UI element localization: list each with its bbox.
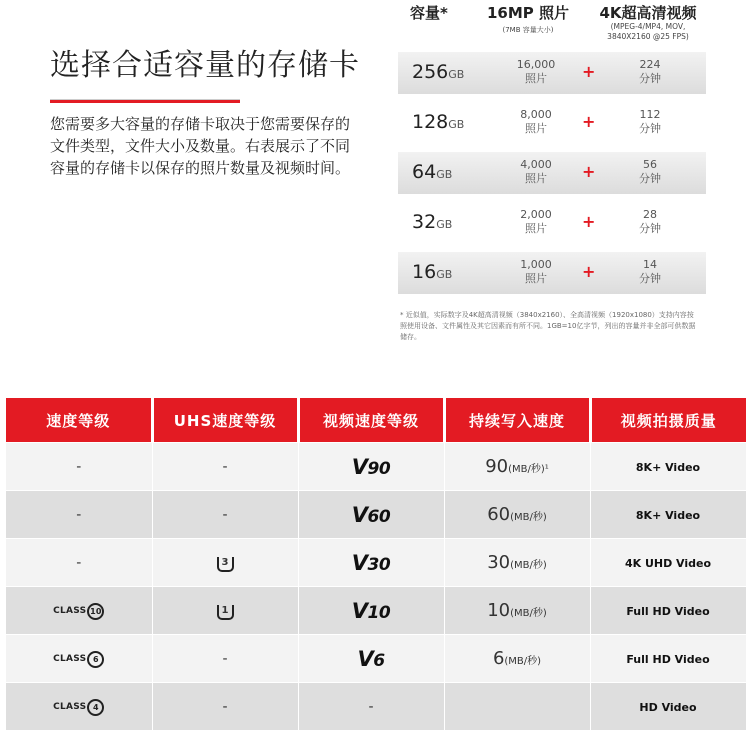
video-class-number: 10 — [368, 603, 391, 623]
photo-count-value: 4,000 — [498, 158, 574, 172]
speed-class-cell — [6, 587, 152, 635]
video-minutes-value: 14 — [622, 258, 678, 272]
video-quality-value: HD Video — [639, 701, 696, 714]
class-label: CLASS — [53, 606, 86, 616]
photo-count-value: 1,000 — [498, 258, 574, 272]
video-class-cell — [298, 491, 444, 539]
video-class-number: 6 — [373, 651, 384, 671]
header-video-class: 视频速度等级 — [298, 398, 444, 443]
write-speed-cell — [444, 539, 590, 587]
capacity-table-header — [398, 0, 706, 52]
write-speed-unit: (MB/秒) — [510, 608, 547, 619]
video-class-icon — [352, 555, 390, 575]
uhs-class-cell — [152, 587, 298, 635]
video-class-prefix: V — [352, 503, 368, 527]
video-quality-value: 8K+ Video — [636, 461, 700, 474]
speed-class-cell — [6, 635, 152, 683]
video-quality-cell — [590, 491, 746, 539]
capacity-header: 容量* — [410, 2, 448, 23]
video-class-icon — [352, 603, 390, 623]
capacity-value: 256GB — [412, 61, 464, 83]
video-class-icon — [357, 651, 384, 671]
video-minutes — [622, 58, 678, 86]
photo-count-unit: 照片 — [498, 222, 574, 236]
write-speed-value: 60 — [487, 504, 510, 525]
capacity-row — [398, 252, 706, 294]
photo-count-value: 2,000 — [498, 208, 574, 222]
write-speed-cell — [444, 635, 590, 683]
page-title: 选择合适容量的存储卡 — [50, 40, 360, 84]
video-quality-value: 4K UHD Video — [625, 557, 711, 570]
uhs-class-cell — [152, 539, 298, 587]
photo-count — [498, 208, 574, 236]
plus-icon: + — [582, 212, 595, 231]
header-uhs-class: UHS速度等级 — [152, 398, 298, 443]
uhs-class-cell: - — [152, 443, 298, 491]
uhs-class-cell: - — [152, 491, 298, 539]
video-minutes-value: 56 — [622, 158, 678, 172]
video-minutes-unit: 分钟 — [622, 272, 678, 286]
capacity-value: 128GB — [412, 111, 464, 133]
description: 您需要多大容量的存储卡取决于您需要保存的文件类型，文件大小及数量。右表展示了不同容量的存储卡以保存的照片数量及视频时间。 — [50, 113, 360, 179]
photo-count-value: 8,000 — [498, 108, 574, 122]
write-speed-unit: (MB/秒) — [510, 512, 547, 523]
class-number: 4 — [87, 699, 104, 716]
plus-icon: + — [582, 162, 595, 181]
video-minutes-unit: 分钟 — [622, 222, 678, 236]
video-class-number: 60 — [368, 507, 391, 527]
photo-count-unit: 照片 — [498, 272, 574, 286]
video-quality-value: Full HD Video — [626, 605, 709, 618]
speed-table-header — [6, 398, 746, 443]
capacity-rows — [398, 52, 706, 294]
photo-count-value: 16,000 — [498, 58, 574, 72]
video-minutes — [622, 258, 678, 286]
class-label: CLASS — [53, 702, 86, 712]
write-speed-value: 10 — [487, 600, 510, 621]
uhs-class-icon: 3 — [217, 557, 234, 572]
title-underline-accent — [50, 100, 240, 103]
speed-class-icon — [53, 651, 104, 668]
table-row — [6, 683, 746, 730]
video-class-prefix: V — [352, 551, 368, 575]
video-class-cell — [298, 539, 444, 587]
video-quality-cell — [590, 539, 746, 587]
table-row — [6, 587, 746, 635]
video-minutes — [622, 158, 678, 186]
capacity-unit: GB — [448, 118, 464, 131]
video-class-prefix: V — [357, 647, 373, 671]
header-video-quality: 视频拍摄质量 — [590, 398, 746, 443]
capacity-unit: GB — [436, 268, 452, 281]
capacity-footnote: * 近似值，实际数字及4K超高清视频（3840x2160）、全高清视频（1920x1080）支持内容按照使用设备、文件属性及其它因素而有所不同。1GB=10亿字节，列出的容量并非全部可供数据储存。 — [400, 310, 700, 343]
table-row — [6, 491, 746, 539]
capacity-unit: GB — [436, 168, 452, 181]
video-minutes-value: 224 — [622, 58, 678, 72]
speed-class-icon — [53, 699, 104, 716]
video-class-cell — [298, 587, 444, 635]
write-speed-cell — [444, 587, 590, 635]
speed-class-icon — [53, 603, 104, 620]
video-minutes — [622, 108, 678, 136]
video-class-cell — [298, 635, 444, 683]
class-label: CLASS — [53, 654, 86, 664]
class-number: 6 — [87, 651, 104, 668]
write-speed-value: 90 — [485, 456, 508, 477]
photo-count — [498, 108, 574, 136]
capacity-row — [398, 102, 706, 144]
write-speed-cell — [444, 491, 590, 539]
plus-icon: + — [582, 62, 595, 81]
capacity-value: 32GB — [412, 211, 452, 233]
speed-class-cell: - — [6, 539, 152, 587]
photo-count — [498, 258, 574, 286]
video-class-number: 30 — [368, 555, 391, 575]
video-subheader: (MPEG-4/MP4, MOV, 3840X2160 @25 FPS) — [588, 22, 708, 42]
video-class-cell: - — [298, 683, 444, 730]
table-row — [6, 635, 746, 683]
table-row — [6, 443, 746, 491]
video-quality-value: 8K+ Video — [636, 509, 700, 522]
uhs-class-cell: - — [152, 683, 298, 730]
write-speed-value: 30 — [487, 552, 510, 573]
video-minutes-value: 112 — [622, 108, 678, 122]
video-quality-cell — [590, 683, 746, 730]
write-speed-cell — [444, 683, 590, 730]
video-quality-cell — [590, 443, 746, 491]
video-quality-cell — [590, 587, 746, 635]
write-speed-cell — [444, 443, 590, 491]
capacity-row — [398, 202, 706, 244]
class-number: 10 — [87, 603, 104, 620]
capacity-table — [398, 0, 706, 302]
plus-icon: + — [582, 112, 595, 131]
photos-subheader: (7MB 容量大小) — [478, 25, 578, 35]
video-class-number: 90 — [368, 459, 391, 479]
video-class-prefix: V — [352, 599, 368, 623]
video-quality-cell — [590, 635, 746, 683]
capacity-unit: GB — [448, 68, 464, 81]
capacity-row — [398, 152, 706, 194]
video-minutes-unit: 分钟 — [622, 122, 678, 136]
plus-icon: + — [582, 262, 595, 281]
photo-count — [498, 58, 574, 86]
photo-count-unit: 照片 — [498, 122, 574, 136]
video-class-icon — [352, 459, 390, 479]
video-class-icon — [352, 507, 390, 527]
video-minutes-unit: 分钟 — [622, 172, 678, 186]
capacity-unit: GB — [436, 218, 452, 231]
speed-class-cell: - — [6, 443, 152, 491]
video-minutes-unit: 分钟 — [622, 72, 678, 86]
video-minutes-value: 28 — [622, 208, 678, 222]
speed-class-table — [6, 398, 747, 730]
uhs-class-cell: - — [152, 635, 298, 683]
write-speed-unit: (MB/秒)¹ — [508, 464, 549, 475]
video-header: 4K超高清视频 — [588, 2, 708, 23]
photos-header: 16MP 照片 — [478, 2, 578, 23]
write-speed-unit: (MB/秒) — [510, 560, 547, 571]
video-minutes — [622, 208, 678, 236]
capacity-value: 16GB — [412, 261, 452, 283]
header-speed-class: 速度等级 — [6, 398, 152, 443]
video-quality-value: Full HD Video — [626, 653, 709, 666]
write-speed-unit: (MB/秒) — [504, 656, 541, 667]
table-row — [6, 539, 746, 587]
write-speed-value: 6 — [493, 648, 504, 669]
capacity-value: 64GB — [412, 161, 452, 183]
video-class-prefix: V — [352, 455, 368, 479]
speed-class-cell: - — [6, 491, 152, 539]
photo-count — [498, 158, 574, 186]
video-class-cell — [298, 443, 444, 491]
photo-count-unit: 照片 — [498, 172, 574, 186]
capacity-row — [398, 52, 706, 94]
speed-class-cell — [6, 683, 152, 730]
photo-count-unit: 照片 — [498, 72, 574, 86]
uhs-class-icon: 1 — [217, 605, 234, 620]
header-write-speed: 持续写入速度 — [444, 398, 590, 443]
